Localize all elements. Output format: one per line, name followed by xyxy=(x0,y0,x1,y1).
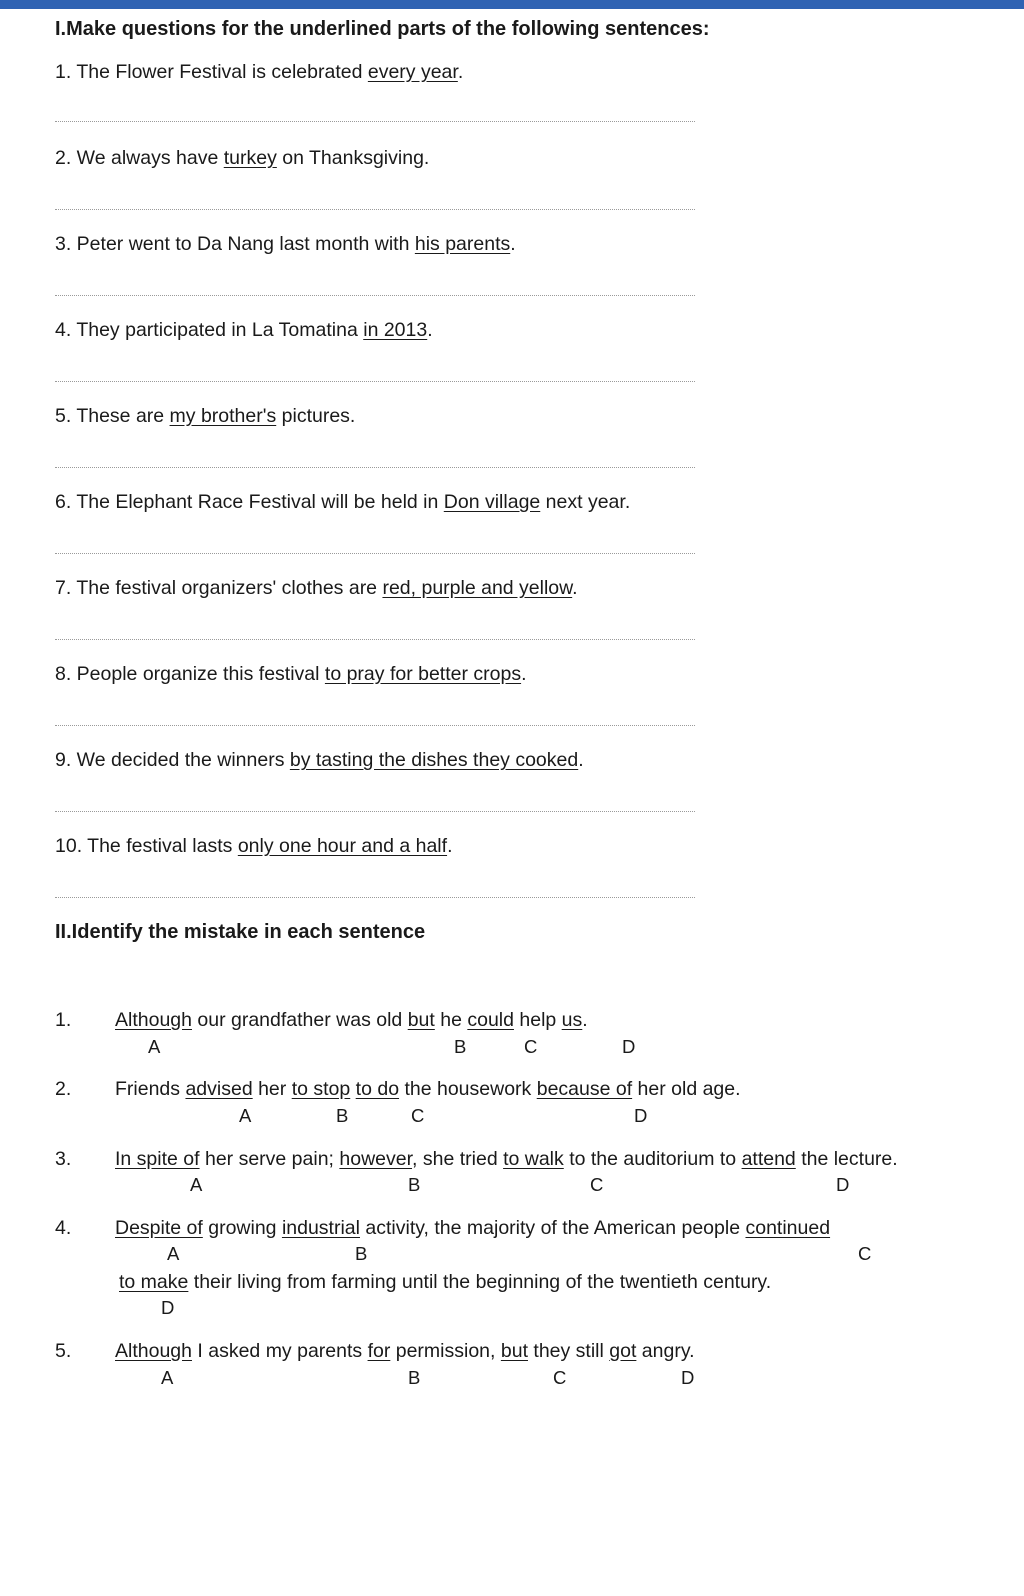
answer-line-5[interactable] xyxy=(55,467,695,468)
question-9: 9. We decided the winners by tasting the dishes they cooked. xyxy=(55,749,584,771)
option-label-c: C xyxy=(553,1367,567,1388)
answer-line-9[interactable] xyxy=(55,811,695,812)
option-label-b: B xyxy=(355,1243,368,1264)
option-label-c: C xyxy=(524,1036,538,1057)
question-1: 1. The Flower Festival is celebrated every year. xyxy=(55,61,464,83)
mistake-item-5-number: 5. xyxy=(55,1340,72,1362)
answer-line-10[interactable] xyxy=(55,897,695,898)
option-label-a: A xyxy=(239,1105,252,1126)
question-5: 5. These are my brother's pictures. xyxy=(55,405,356,427)
mistake-item-4-sentence-line-2: to make their living from farming until the beginning of the twentieth century. xyxy=(119,1271,772,1293)
mistake-item-1-number: 1. xyxy=(55,1009,72,1031)
mistake-item-4-number: 4. xyxy=(55,1217,72,1239)
question-2: 2. We always have turkey on Thanksgiving. xyxy=(55,147,430,169)
answer-line-6[interactable] xyxy=(55,553,695,554)
question-3: 3. Peter went to Da Nang last month with his parents. xyxy=(55,233,516,255)
option-label-a: A xyxy=(161,1367,174,1388)
option-label-c: C xyxy=(411,1105,425,1126)
option-label-c: C xyxy=(590,1174,604,1195)
question-10: 10. The festival lasts only one hour and a half. xyxy=(55,835,453,857)
mistake-item-5-sentence: Although I asked my parents for permission, but they still got angry. xyxy=(115,1340,695,1362)
option-label-b: B xyxy=(408,1367,421,1388)
answer-line-7[interactable] xyxy=(55,639,695,640)
mistake-item-4-sentence: Despite of growing industrial activity, the majority of the American people continued xyxy=(115,1217,831,1239)
answer-line-1[interactable] xyxy=(55,121,695,122)
option-label-d: D xyxy=(161,1297,175,1318)
answer-line-2[interactable] xyxy=(55,209,695,210)
answer-line-8[interactable] xyxy=(55,725,695,726)
option-label-a: A xyxy=(190,1174,203,1195)
question-7: 7. The festival organizers' clothes are red, purple and yellow. xyxy=(55,577,578,599)
option-label-d: D xyxy=(681,1367,695,1388)
option-label-a: A xyxy=(148,1036,161,1057)
answer-line-3[interactable] xyxy=(55,295,695,296)
question-4: 4. They participated in La Tomatina in 2013. xyxy=(55,319,433,341)
question-6: 6. The Elephant Race Festival will be held in Don village next year. xyxy=(55,491,631,513)
option-label-a: A xyxy=(167,1243,180,1264)
mistake-item-2-number: 2. xyxy=(55,1078,72,1100)
section-1-title: I.Make questions for the underlined parts of the following sentences: xyxy=(55,18,710,40)
option-label-d: D xyxy=(634,1105,648,1126)
section-2-title: II.Identify the mistake in each sentence xyxy=(55,921,426,943)
option-label-d: D xyxy=(836,1174,850,1195)
question-8: 8. People organize this festival to pray for better crops. xyxy=(55,663,527,685)
mistake-item-3-sentence: In spite of her serve pain; however, she tried to walk to the auditorium to attend the lecture. xyxy=(115,1148,898,1170)
option-label-d: D xyxy=(622,1036,636,1057)
option-label-b: B xyxy=(336,1105,349,1126)
mistake-item-1-sentence: Although our grandfather was old but he could help us. xyxy=(115,1009,588,1031)
answer-line-4[interactable] xyxy=(55,381,695,382)
top-accent-bar xyxy=(0,0,1024,9)
option-label-c: C xyxy=(858,1243,872,1264)
mistake-item-3-number: 3. xyxy=(55,1148,72,1170)
mistake-item-2-sentence: Friends advised her to stop to do the housework because of her old age. xyxy=(115,1078,741,1100)
option-label-b: B xyxy=(408,1174,421,1195)
option-label-b: B xyxy=(454,1036,467,1057)
